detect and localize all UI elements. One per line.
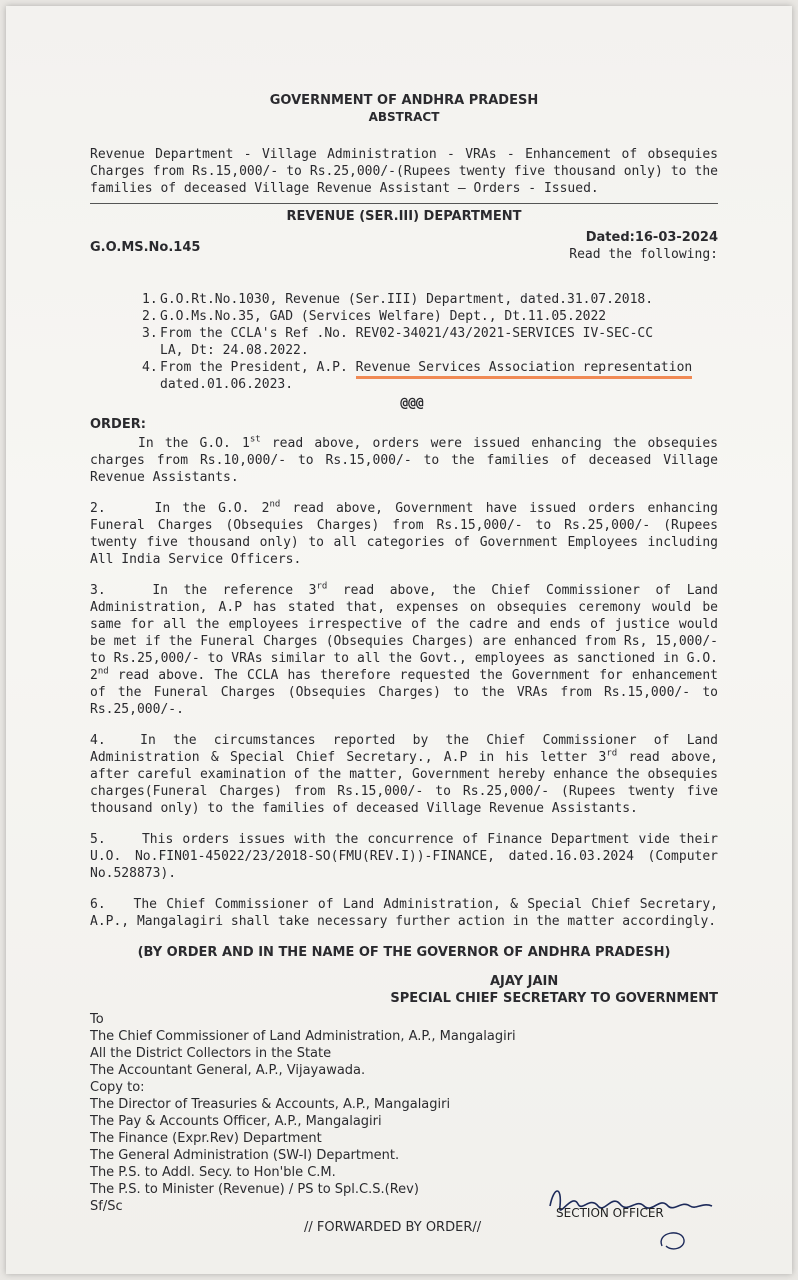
- order-paragraph-1: In the G.O. 1st read above, orders were issued enhancing the obsequies charges from Rs.10,000/- to Rs.15,000/- to the families of deceased Village Revenue Assistants.: [90, 434, 719, 485]
- subject: Revenue Department - Village Administration - VRAs - Enhancement of obsequies Charges from Rs.15,000/- to Rs.25,000/-(Rupees twenty five thousand only) to the families of deceased Village Revenue Assistant – Orders - Issued.: [90, 147, 718, 196]
- order-heading: ORDER:: [90, 417, 146, 432]
- read-following: Read the following:: [569, 247, 718, 262]
- order-paragraph-2: 2. In the G.O. 2nd read above, Government have issued orders enhancing Funeral Charges (Obsequies Charges) from Rs.15,000/- to Rs.25,000/- (Rupees twenty five thousand only) to all categories of Government Employees including All India Service Officers.: [90, 499, 719, 567]
- copy-item: The Director of Treasuries & Accounts, A.P., Mangalagiri: [90, 1097, 451, 1112]
- reference-item: 3. From the CCLA's Ref .No. REV02-34021/43/2021-SERVICES IV-SEC-CC: [142, 326, 654, 341]
- divider: [90, 203, 718, 204]
- go-number: G.O.MS.No.145: [90, 240, 201, 255]
- copy-item: The Finance (Expr.Rev) Department: [90, 1131, 322, 1146]
- copy-item: The P.S. to Addl. Secy. to Hon'ble C.M.: [90, 1165, 336, 1180]
- signatory-name: AJAY JAIN: [490, 974, 559, 989]
- go-document: [90, 92, 718, 1236]
- reference-list: [142, 291, 718, 393]
- order-paragraph-4: 4. In the circumstances reported by the Chief Commissioner of Land Administration & Special Chief Secretary., A.P in his letter 3rd read above, after careful examination of the matter, Government hereby enhance the obsequies charges(Funeral Charges) from Rs.15,000/- to Rs.25,000/- (Rupees twenty five thousand only) to the families of deceased Village Revenue Assistants.: [90, 733, 718, 816]
- abstract-heading: ABSTRACT: [368, 110, 440, 124]
- copy-item: The Pay & Accounts Officer, A.P., Mangalagiri: [90, 1114, 382, 1129]
- reference-item: 1. G.O.Rt.No.1030, Revenue (Ser.III) Department, dated.31.07.2018.: [142, 292, 654, 307]
- copy-label: Copy to:: [90, 1080, 145, 1095]
- dated: Dated:16-03-2024: [585, 230, 718, 245]
- to-item: All the District Collectors in the State: [90, 1046, 332, 1061]
- government-heading: GOVERNMENT OF ANDHRA PRADESH: [269, 93, 539, 108]
- order-paragraph-5: 5. This orders issues with the concurrence of Finance Department vide their U.O. No.FIN01-45022/23/2018-SO(FMU(REV.I))-FINANCE, dated.16.03.2024 (Computer No.528873).: [90, 832, 718, 881]
- copy-item: Sf/Sc: [90, 1199, 123, 1214]
- signatory-title: SPECIAL CHIEF SECRETARY TO GOVERNMENT: [390, 991, 718, 1006]
- document-page: [6, 6, 792, 1274]
- reference-item: 2. G.O.Ms.No.35, GAD (Services Welfare) Dept., Dt.11.05.2022: [142, 309, 607, 324]
- to-item: The Chief Commissioner of Land Administration, A.P., Mangalagiri: [90, 1029, 516, 1044]
- order-paragraph-6: 6. The Chief Commissioner of Land Administration, & Special Chief Secretary, A.P., Mangalagiri shall take necessary further action in the matter accordingly.: [90, 897, 718, 929]
- department-heading: REVENUE (SER.III) DEPARTMENT: [286, 209, 522, 224]
- to-item: The Accountant General, A.P., Vijayawada.: [90, 1063, 366, 1078]
- reference-continuation: dated.01.06.2023.: [160, 377, 294, 392]
- reference-continuation: LA, Dt: 24.08.2022.: [160, 343, 309, 358]
- copy-item: The P.S. to Minister (Revenue) / PS to Spl.C.S.(Rev): [90, 1182, 419, 1197]
- forwarded-by-order: // FORWARDED BY ORDER//: [304, 1220, 482, 1235]
- highlight-underline: Revenue Services Association representation: [356, 360, 693, 379]
- by-order: (BY ORDER AND IN THE NAME OF THE GOVERNOR OF ANDHRA PRADESH): [137, 945, 671, 960]
- officer-signature: [542, 1176, 732, 1256]
- section-officer-label: SECTION OFFICER: [556, 1206, 664, 1220]
- separator: @@@: [400, 396, 424, 411]
- reference-item: 4. From the President, A.P. Revenue Services Association representation: [142, 359, 718, 376]
- order-paragraph-3: 3. In the reference 3rd read above, the Chief Commissioner of Land Administration, A.P has stated that, expenses on obsequies ceremony would be same for all the employees irrespective of the cadre and ends of justice would be met if the Funeral Charges (Obsequies Charges) are enhanced from Rs, 15,000/- to Rs.25,000/- to VRAs similar to all the Govt., employees as sanctioned in G.O. 2nd read above. The CCLA has therefore requested the Government for enhancement of the Funeral Charges (Obsequies Charges) to the VRAs from Rs.15,000/- to Rs.25,000/-.: [90, 581, 719, 717]
- copy-item: The General Administration (SW-I) Department.: [90, 1148, 400, 1163]
- to-label: To: [90, 1012, 104, 1027]
